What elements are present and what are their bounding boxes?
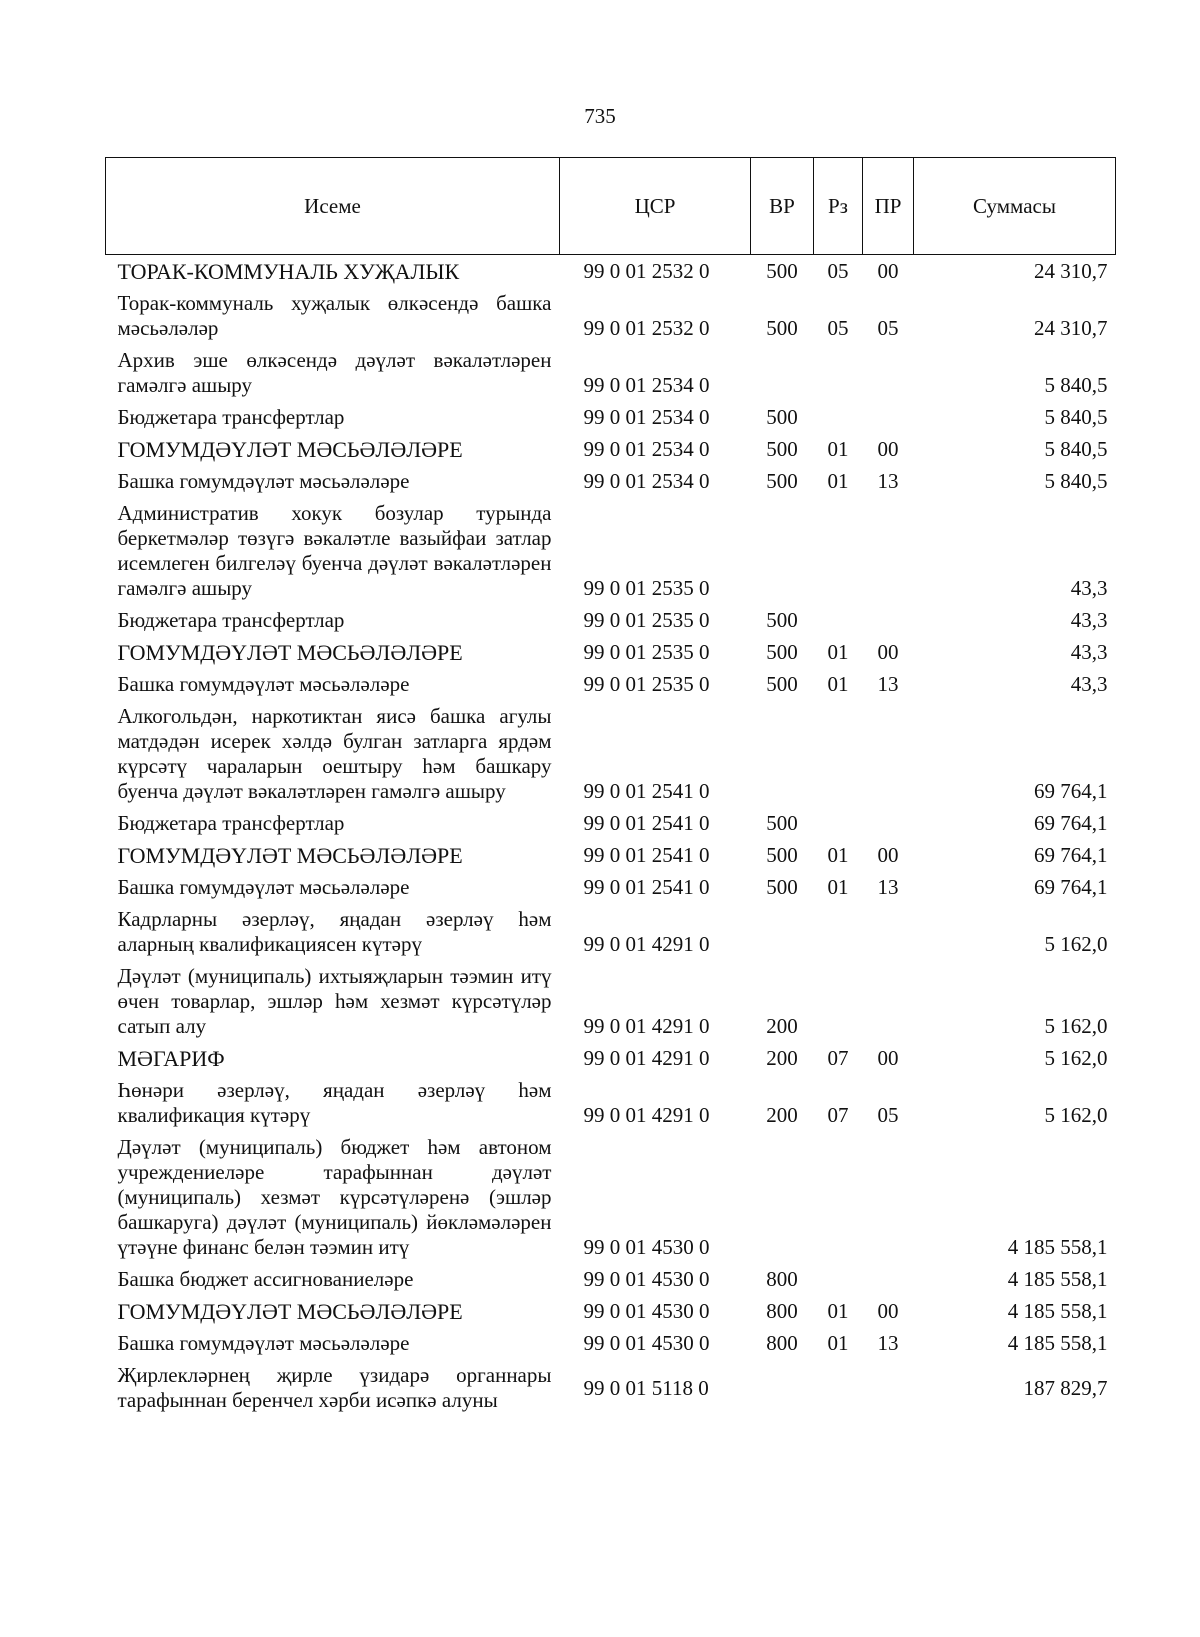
cell-sum: 187 829,7 — [1023, 1375, 1108, 1400]
budget-table — [105, 157, 1116, 1417]
cell-pr: 00 — [877, 1299, 899, 1323]
cell-pr — [863, 808, 914, 840]
table-row — [106, 1132, 1116, 1264]
cell-sum: 43,3 — [1070, 640, 1108, 664]
cell-csr: 99 0 01 2535 0 — [583, 640, 710, 664]
cell-rz — [814, 1132, 863, 1264]
table-row — [106, 345, 1116, 402]
header-name: Исеме — [106, 158, 560, 255]
cell-rz: 01 — [827, 875, 849, 899]
cell-name: Административ хокук бозулар турында беркетмәләр төзүгә вәкаләтле вазыйфаи затлар исемлеген билгеләү буенча дәүләт вәкаләтләрен гамәлгә ашыру — [117, 501, 552, 600]
table-row — [106, 701, 1116, 808]
cell-vr: 500 — [766, 608, 798, 632]
cell-rz — [814, 961, 863, 1043]
cell-vr: 500 — [766, 811, 798, 835]
cell-rz — [814, 605, 863, 637]
cell-sum: 4 185 558,1 — [1007, 1235, 1108, 1259]
cell-pr — [863, 961, 914, 1043]
cell-csr: 99 0 01 2534 0 — [583, 437, 710, 461]
cell-pr: 00 — [877, 640, 899, 664]
cell-rz — [814, 701, 863, 808]
cell-pr — [863, 701, 914, 808]
cell-vr — [751, 701, 814, 808]
header-sum: Суммасы — [914, 158, 1116, 255]
cell-pr — [863, 605, 914, 637]
cell-pr: 05 — [877, 316, 899, 340]
cell-vr: 500 — [766, 672, 798, 696]
cell-pr — [863, 498, 914, 605]
cell-sum: 43,3 — [1070, 608, 1108, 632]
cell-sum: 5 840,5 — [1044, 405, 1108, 429]
cell-rz: 05 — [827, 259, 849, 283]
cell-csr: 99 0 01 4530 0 — [583, 1299, 710, 1323]
cell-vr: 500 — [766, 259, 798, 283]
cell-vr: 500 — [766, 405, 798, 429]
cell-csr: 99 0 01 4291 0 — [583, 932, 710, 956]
table-row — [106, 1328, 1116, 1360]
cell-vr: 500 — [766, 875, 798, 899]
cell-pr — [863, 904, 914, 961]
cell-sum: 43,3 — [1070, 672, 1108, 696]
cell-vr — [751, 1360, 814, 1417]
cell-rz: 05 — [827, 316, 849, 340]
cell-csr: 99 0 01 2532 0 — [583, 259, 710, 283]
cell-sum: 4 185 558,1 — [1007, 1299, 1108, 1323]
cell-name: Торак-коммуналь хуҗалык өлкәсендә башка мәсьәләләр — [117, 291, 552, 340]
cell-csr: 99 0 01 4530 0 — [583, 1235, 710, 1259]
cell-rz — [814, 904, 863, 961]
cell-pr: 00 — [877, 437, 899, 461]
section-row — [106, 434, 1116, 466]
cell-rz: 01 — [827, 469, 849, 493]
cell-csr: 99 0 01 2541 0 — [583, 843, 710, 867]
cell-sum: 24 310,7 — [1034, 259, 1108, 283]
header-pr: ПР — [863, 158, 914, 255]
cell-name: Бюджетара трансфертлар — [117, 608, 345, 632]
cell-sum: 5 162,0 — [1044, 1046, 1108, 1070]
cell-pr: 13 — [877, 672, 899, 696]
cell-pr: 00 — [877, 843, 899, 867]
cell-vr: 200 — [766, 1103, 798, 1127]
cell-vr: 800 — [766, 1299, 798, 1323]
cell-sum: 69 764,1 — [1034, 811, 1108, 835]
cell-sum: 4 185 558,1 — [1007, 1267, 1108, 1291]
section-row — [106, 255, 1116, 289]
cell-csr: 99 0 01 4530 0 — [583, 1267, 710, 1291]
table-header — [106, 158, 1116, 255]
cell-vr — [751, 498, 814, 605]
cell-name: ТОРАК-КОММУНАЛЬ ХУҖАЛЫК — [117, 259, 460, 284]
cell-name: Архив эше өлкәсендә дәүләт вәкаләтләрен гамәлгә ашыру — [117, 348, 552, 397]
section-row — [106, 1043, 1116, 1075]
cell-csr: 99 0 01 2535 0 — [583, 576, 710, 600]
cell-name: МӘГАРИФ — [117, 1046, 225, 1071]
cell-vr: 800 — [766, 1267, 798, 1291]
cell-vr: 800 — [766, 1331, 798, 1355]
table-row — [106, 1360, 1116, 1417]
header-csr: ЦСР — [560, 158, 751, 255]
header-rz: Рз — [814, 158, 863, 255]
cell-sum: 5 840,5 — [1044, 373, 1108, 397]
cell-sum: 5 162,0 — [1044, 1014, 1108, 1038]
cell-csr: 99 0 01 4291 0 — [583, 1014, 710, 1038]
cell-vr — [751, 1132, 814, 1264]
cell-vr: 200 — [766, 1046, 798, 1070]
cell-csr: 99 0 01 2534 0 — [583, 405, 710, 429]
cell-sum: 5 162,0 — [1044, 1103, 1108, 1127]
section-row — [106, 840, 1116, 872]
cell-rz: 01 — [827, 640, 849, 664]
cell-csr: 99 0 01 5118 0 — [583, 1375, 709, 1400]
cell-vr — [751, 345, 814, 402]
cell-csr: 99 0 01 2541 0 — [583, 811, 710, 835]
cell-sum: 69 764,1 — [1034, 843, 1108, 867]
cell-rz: 01 — [827, 672, 849, 696]
cell-sum: 5 840,5 — [1044, 469, 1108, 493]
cell-name: Бюджетара трансфертлар — [117, 811, 345, 835]
cell-name: ГОМУМДӘҮЛӘТ МӘСЬӘЛӘЛӘРЕ — [117, 843, 463, 868]
cell-name: ГОМУМДӘҮЛӘТ МӘСЬӘЛӘЛӘРЕ — [117, 437, 463, 462]
cell-pr — [863, 1132, 914, 1264]
cell-pr — [863, 1360, 914, 1417]
table-row — [106, 466, 1116, 498]
cell-csr: 99 0 01 2535 0 — [583, 608, 710, 632]
page-number: 735 — [584, 104, 616, 128]
cell-name: Башка гомумдәүләт мәсьәләләре — [117, 469, 410, 493]
cell-sum: 69 764,1 — [1034, 875, 1108, 899]
cell-csr: 99 0 01 2534 0 — [583, 373, 710, 397]
cell-vr: 200 — [766, 1014, 798, 1038]
cell-vr: 500 — [766, 437, 798, 461]
cell-sum: 24 310,7 — [1034, 316, 1108, 340]
cell-pr: 00 — [877, 1046, 899, 1070]
cell-vr: 500 — [766, 316, 798, 340]
cell-name: Бюджетара трансфертлар — [117, 405, 345, 429]
cell-pr: 13 — [877, 469, 899, 493]
cell-sum: 5 162,0 — [1044, 932, 1108, 956]
cell-vr: 500 — [766, 469, 798, 493]
table-row — [106, 1264, 1116, 1296]
section-row — [106, 1296, 1116, 1328]
cell-rz — [814, 402, 863, 434]
cell-name: Башка гомумдәүләт мәсьәләләре — [117, 1331, 410, 1355]
cell-sum: 4 185 558,1 — [1007, 1331, 1108, 1355]
cell-sum: 5 840,5 — [1044, 437, 1108, 461]
cell-name: Башка гомумдәүләт мәсьәләләре — [117, 875, 410, 899]
cell-rz: 07 — [827, 1046, 849, 1070]
cell-pr: 05 — [877, 1103, 899, 1127]
header-vr: ВР — [751, 158, 814, 255]
cell-name: Һөнәри әзерләү, яңадан әзерләү һәм квалификация күтәрү — [117, 1078, 552, 1127]
table-row — [106, 402, 1116, 434]
cell-csr: 99 0 01 2532 0 — [583, 316, 710, 340]
cell-rz — [814, 808, 863, 840]
cell-name: Алкогольдән, наркотиктан яисә башка агулы матдәдән исерек хәлдә булган затларга ярдәм күрсәтү чараларын оештыру һәм башкару буенча дәүләт вәкаләтләрен гамәлгә ашыру — [117, 704, 552, 803]
cell-pr: 13 — [877, 875, 899, 899]
cell-csr: 99 0 01 2541 0 — [583, 875, 710, 899]
cell-rz: 07 — [827, 1103, 849, 1127]
cell-csr: 99 0 01 2541 0 — [583, 779, 710, 803]
cell-sum: 43,3 — [1070, 576, 1108, 600]
table-row — [106, 669, 1116, 701]
table-row — [106, 288, 1116, 345]
cell-pr — [863, 402, 914, 434]
cell-pr — [863, 1264, 914, 1296]
table-row — [106, 904, 1116, 961]
table-row — [106, 1075, 1116, 1132]
cell-rz: 01 — [827, 1331, 849, 1355]
cell-csr: 99 0 01 4530 0 — [583, 1331, 710, 1355]
cell-rz — [814, 1264, 863, 1296]
cell-name: Башка бюджет ассигнованиеләре — [117, 1267, 414, 1291]
cell-pr: 13 — [877, 1331, 899, 1355]
cell-pr — [863, 345, 914, 402]
cell-sum: 69 764,1 — [1034, 779, 1108, 803]
cell-name: Кадрларны әзерләү, яңадан әзерләү һәм аларның квалификациясен күтәрү — [117, 907, 552, 956]
cell-rz — [814, 498, 863, 605]
cell-csr: 99 0 01 2534 0 — [583, 469, 710, 493]
cell-rz: 01 — [827, 843, 849, 867]
table-row — [106, 498, 1116, 605]
section-row — [106, 637, 1116, 669]
cell-name: ГОМУМДӘҮЛӘТ МӘСЬӘЛӘЛӘРЕ — [117, 1299, 463, 1324]
cell-vr — [751, 904, 814, 961]
cell-name: ГОМУМДӘҮЛӘТ МӘСЬӘЛӘЛӘРЕ — [117, 640, 463, 665]
cell-rz — [814, 345, 863, 402]
table-row — [106, 605, 1116, 637]
cell-csr: 99 0 01 4291 0 — [583, 1103, 710, 1127]
cell-csr: 99 0 01 2535 0 — [583, 672, 710, 696]
cell-name: Җирлекләрнең җирле үзидарә органнары тарафыннан беренчел хәрби исәпкә алуны — [117, 1363, 552, 1412]
cell-name: Башка гомумдәүләт мәсьәләләре — [117, 672, 410, 696]
table-row — [106, 872, 1116, 904]
cell-name: Дәүләт (муниципаль) ихтыяҗларын тәэмин итү өчен товарлар, эшләр һәм хезмәт күрсәтүләр сатып алу — [117, 964, 552, 1038]
cell-csr: 99 0 01 4291 0 — [583, 1046, 710, 1070]
table-row — [106, 961, 1116, 1043]
cell-vr: 500 — [766, 843, 798, 867]
cell-rz — [814, 1360, 863, 1417]
cell-vr: 500 — [766, 640, 798, 664]
cell-rz: 01 — [827, 1299, 849, 1323]
table-row — [106, 808, 1116, 840]
cell-name: Дәүләт (муниципаль) бюджет һәм автоном учреждениеләре тарафыннан дәүләт (муниципаль) хезмәт күрсәтүләренә (эшләр башкаруга) дәүләт (муниципаль) йөкләмәләрен үтәүне финанс белән тәэмин итү — [117, 1135, 552, 1259]
table-body — [106, 255, 1116, 1418]
cell-pr: 00 — [877, 259, 899, 283]
cell-rz: 01 — [827, 437, 849, 461]
